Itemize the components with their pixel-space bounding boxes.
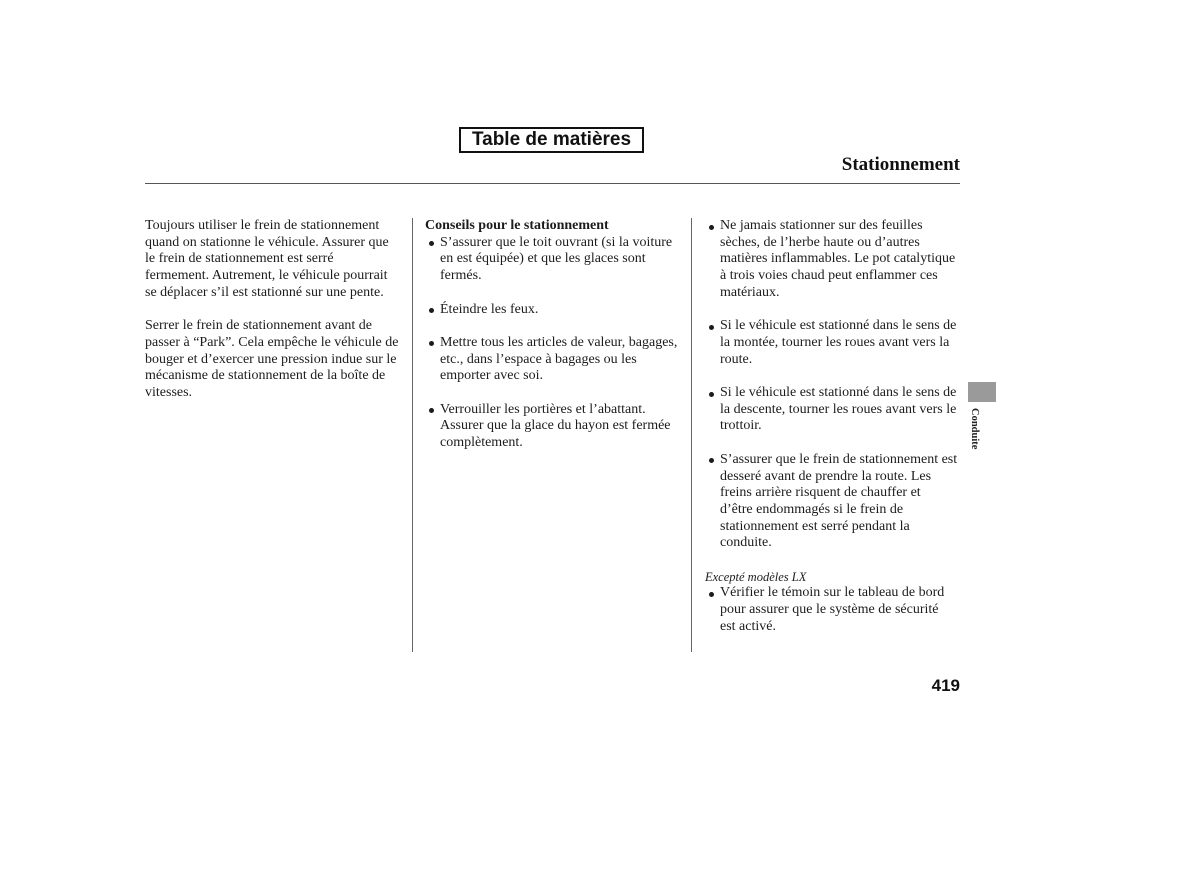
- bullet-icon: [709, 592, 714, 597]
- chapter-tab-label: Conduite: [969, 408, 980, 450]
- list-item-text: Vérifier le témoin sur le tableau de bord pour assurer que le système de sécurité est activé.: [720, 585, 945, 634]
- bullet-icon: [429, 408, 434, 413]
- list-item: [425, 302, 677, 319]
- column-3: [705, 218, 957, 636]
- bullet-icon: [429, 341, 434, 346]
- list-item: [705, 318, 957, 368]
- header-divider: [145, 183, 960, 184]
- chapter-tab-marker: [968, 382, 996, 402]
- list-item-text: Verrouiller les portières et l’abattant. Assurer que la glace du hayon est fermée complètement.: [440, 401, 671, 451]
- bullet-icon: [429, 308, 434, 313]
- list-item-text: Si le véhicule est stationné dans le sens de la montée, tourner les roues avant vers la route.: [720, 318, 957, 367]
- list-item-text: Mettre tous les articles de valeur, bagages, etc., dans l’espace à bagages ou les emporter avec soi.: [440, 334, 678, 384]
- column-divider: [412, 218, 413, 652]
- bullet-icon: [709, 392, 714, 397]
- list-item: [705, 218, 957, 302]
- list-item: [705, 385, 957, 435]
- paragraph: Toujours utiliser le frein de stationnement quand on stationne le véhicule. Assurer que le frein de stationnement est serré fermement. Autrement, le véhicule pourrait se déplacer s’il est stationné sur une pente.: [145, 218, 389, 300]
- list-item-text: S’assurer que le toit ouvrant (si la voiture en est équipée) et que les glaces sont fermés.: [440, 234, 673, 284]
- column-divider: [691, 218, 692, 652]
- page-title: Stationnement: [841, 154, 960, 175]
- bullet-icon: [709, 458, 714, 463]
- column-1: [145, 218, 398, 418]
- list-item-text: Ne jamais stationner sur des feuilles sèches, de l’herbe haute ou d’autres matières inflammables. Le pot catalytique à trois voies chaud peut enflammer ces matériaux.: [720, 218, 956, 300]
- list-item: [705, 585, 957, 635]
- list-item: [425, 402, 677, 452]
- model-note: Excepté modèles LX: [705, 569, 807, 584]
- table-of-contents-link[interactable]: Table de matières: [459, 127, 644, 153]
- list-item: [425, 335, 677, 385]
- list-item-text: Éteindre les feux.: [440, 301, 539, 317]
- paragraph: Serrer le frein de stationnement avant de passer à “Park”. Cela empêche le véhicule de bouger et d’exercer une pression indue sur le mécanisme de stationnement de la boîte de vitesses.: [145, 318, 399, 401]
- list-item: [425, 235, 677, 285]
- list-item: [705, 452, 957, 552]
- column-2: [425, 218, 677, 468]
- list-item-text: Si le véhicule est stationné dans le sens de la descente, tourner les roues avant vers le trottoir.: [720, 385, 957, 434]
- bullet-icon: [429, 241, 434, 246]
- bullet-icon: [709, 325, 714, 330]
- list-item-text: S’assurer que le frein de stationnement est desseré avant de prendre la route. Les freins arrière risquent de chauffer et d’être endommagés si le frein de stationnement est serré pendant la conduite.: [720, 451, 958, 551]
- page-number: 419: [931, 676, 960, 695]
- bullet-icon: [709, 225, 714, 230]
- section-heading: Conseils pour le stationnement: [425, 218, 609, 233]
